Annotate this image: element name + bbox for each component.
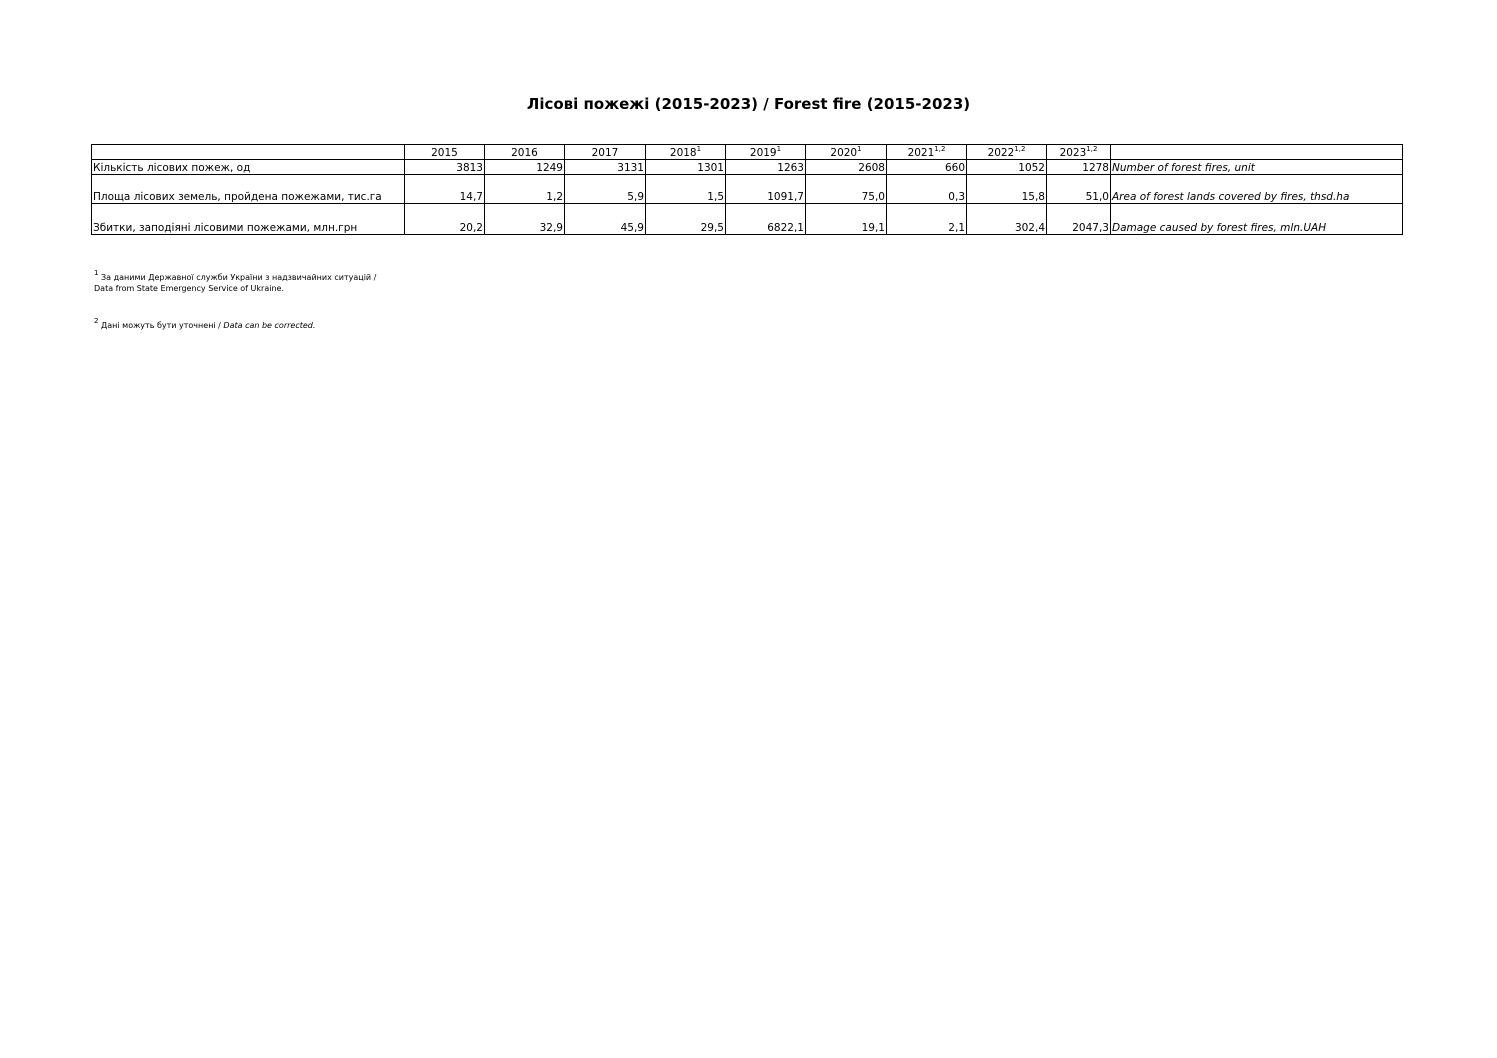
header-year: 2022$^{1,2}$: [967, 145, 1047, 160]
table-cell: 2608: [806, 160, 887, 175]
header-year: 2016: [485, 145, 565, 160]
table-cell: 3131: [565, 160, 646, 175]
header-year: 2023$^{1,2}$: [1047, 145, 1111, 160]
header-year: 2020$^1$: [806, 145, 887, 160]
table-header-row: [92, 145, 1403, 160]
row-label-en: Number of forest fires, unit: [1111, 160, 1403, 175]
table-row: [92, 160, 1403, 175]
row-label-uk: Площа лісових земель, пройдена пожежами, тис.га: [92, 175, 405, 204]
table-cell: 5,9: [565, 175, 646, 204]
forest-fire-table: [91, 144, 1403, 235]
header-year: 2018$^1$: [646, 145, 726, 160]
table-cell: 1091,7: [726, 175, 806, 204]
table-cell: 51,0: [1047, 175, 1111, 204]
header-empty-cell: [1111, 145, 1403, 160]
table-cell: 3813: [405, 160, 485, 175]
table-cell: 6822,1: [726, 204, 806, 235]
row-label-en: Damage caused by forest fires, mln.UAH: [1111, 204, 1403, 235]
table-cell: 1,2: [485, 175, 565, 204]
header-empty-cell: [92, 145, 405, 160]
table-cell: 45,9: [565, 204, 646, 235]
table-row: [92, 204, 1403, 235]
table-cell: 32,9: [485, 204, 565, 235]
table-cell: 660: [887, 160, 967, 175]
header-year: 2021$^{1,2}$: [887, 145, 967, 160]
table-cell: 1249: [485, 160, 565, 175]
table-cell: 1,5: [646, 175, 726, 204]
table-cell: 0,3: [887, 175, 967, 204]
row-label-en: Area of forest lands covered by fires, thsd.ha: [1111, 175, 1403, 204]
table-cell: 20,2: [405, 204, 485, 235]
table-cell: 75,0: [806, 175, 887, 204]
table-cell: 2047,3: [1072, 222, 1109, 234]
table-cell: 29,5: [646, 204, 726, 235]
table-cell: 1052: [967, 160, 1047, 175]
row-label-uk: Кількість лісових пожеж, од: [92, 160, 405, 175]
row-label-uk: Збитки, заподіяні лісовими пожежами, млн.грн: [92, 204, 405, 235]
table-cell: 1301: [646, 160, 726, 175]
table-cell: 1278: [1047, 160, 1111, 175]
table-cell: 19,1: [806, 204, 887, 235]
footnote-1: $^1$ За даними Державної служби України з надзвичайних ситуацій / Data from State Emergency Service of Ukraine.: [94, 269, 377, 293]
table-row: [92, 175, 1403, 204]
table-cell: 302,4: [967, 204, 1047, 235]
table-cell: 15,8: [967, 175, 1047, 204]
table-cell: 2,1: [887, 204, 967, 235]
header-year: 2015: [405, 145, 485, 160]
table-cell: 1263: [726, 160, 806, 175]
page-title: Лісові пожежі (2015-2023) / Forest fire (2015-2023): [526, 95, 971, 113]
header-year: 2019$^1$: [726, 145, 806, 160]
table-cell: 14,7: [405, 175, 485, 204]
footnote-2: $^2$ Дані можуть бути уточнені / Data can be corrected.: [94, 317, 316, 330]
header-year: 2017: [565, 145, 646, 160]
